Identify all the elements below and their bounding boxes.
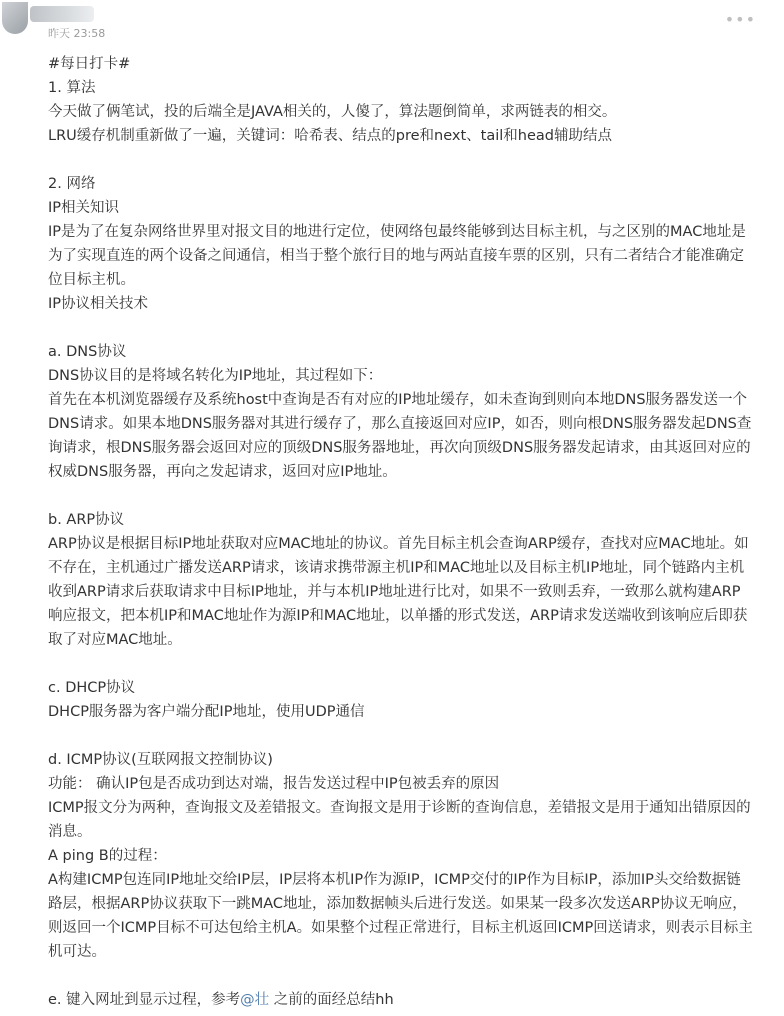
post-line: IP协议相关技术 — [48, 296, 149, 312]
post-line: 首先在本机浏览器缓存及系统host中查询是否有对应的IP地址缓存，如未查询到则向本地DNS服务器发送一个DNS请求。如果本地DNS服务器对其进行缓存了，那么直接返回对应IP，如否，则向根DNS服务器发起DNS查询请求，根DNS服务器会返回对应的顶级DNS服务器地址，再次向顶级DNS服务器发起请求，由其返回对应的权威DNS服务器，再向之发起请求，返回对应IP地址。 — [48, 392, 752, 480]
author-name-redacted[interactable] — [30, 6, 94, 22]
post-line: IP相关知识 — [48, 200, 120, 216]
post-line: ICMP报文分为两种，查询报文及差错报文。查询报文是用于诊断的查询信息，差错报文是用于通知出错原因的消息。 — [48, 800, 751, 840]
post-line: 功能： 确认IP包是否成功到达对端，报告发送过程中IP包被丢弃的原因 — [48, 776, 500, 792]
post-line: 2. 网络 — [48, 176, 96, 192]
blank-line — [48, 148, 754, 172]
post-line: 今天做了俩笔试，投的后端全是JAVA相关的，人傻了，算法题倒简单，求两链表的相交。 — [48, 104, 617, 120]
post-line: A ping B的过程： — [48, 848, 167, 864]
post-line: d. ICMP协议(互联网报文控制协议) — [48, 752, 273, 768]
post-line: b. ARP协议 — [48, 512, 125, 528]
mention-link[interactable]: @壮 — [240, 992, 270, 1008]
blank-line — [48, 316, 754, 340]
blank-line — [48, 652, 754, 676]
post-line: LRU缓存机制重新做了一遍，关键词：哈希表、结点的pre和next、tail和head辅助结点 — [48, 128, 612, 144]
last-line-text: e. 键入网址到显示过程，参考 — [48, 992, 241, 1008]
post-line: IP是为了在复杂网络世界里对报文目的地进行定位，使网络包最终能够到达目标主机，与之区别的MAC地址是为了实现直连的两个设备之间通信，相当于整个旅行目的地与两站直接车票的区别，只有二者结合才能准确定位目标主机。 — [48, 224, 746, 288]
post-body — [48, 52, 754, 988]
post-timestamp: 昨天 23:58 — [48, 27, 106, 40]
post-line: c. DHCP协议 — [48, 680, 136, 696]
post-line: #每日打卡# — [48, 56, 131, 72]
last-line-tail: 之前的面经总结hh — [269, 992, 394, 1008]
avatar[interactable] — [2, 2, 28, 34]
post-line-last — [48, 988, 754, 1012]
post-content — [48, 52, 754, 1012]
post-line: A构建ICMP包连同IP地址交给IP层，IP层将本机IP作为源IP，ICMP交付的IP作为目标IP，添加IP头交给数据链路层，根据ARP协议获取下一跳MAC地址，添加数据帧头后进行发送。如果某一段多次发送ARP协议无响应，则返回一个ICMP目标不可达包给主机A。如果整个过程正常进行，目标主机返回ICMP回送请求，则表示目标主机可达。 — [48, 872, 753, 960]
post-line: a. DNS协议 — [48, 344, 127, 360]
blank-line — [48, 724, 754, 748]
post-line: DNS协议目的是将域名转化为IP地址，其过程如下： — [48, 368, 383, 384]
blank-line — [48, 964, 754, 988]
post-line: 1. 算法 — [48, 80, 96, 96]
blank-line — [48, 484, 754, 508]
post-line: DHCP服务器为客户端分配IP地址，使用UDP通信 — [48, 704, 365, 720]
more-dots-icon[interactable]: ••• — [724, 10, 756, 29]
post-line: ARP协议是根据目标IP地址获取对应MAC地址的协议。首先目标主机会查询ARP缓存，查找对应MAC地址。如不存在，主机通过广播发送ARP请求，该请求携带源主机IP和MAC地址以及目标主机IP地址，同个链路内主机收到ARP请求后获取请求中目标IP地址，并与本机IP地址进行比对，如果不一致则丢弃，一致那么就构建ARP响应报文，把本机IP和MAC地址作为源IP和MAC地址，以单播的形式发送，ARP请求发送端收到该响应后即获取了对应MAC地址。 — [48, 536, 749, 648]
